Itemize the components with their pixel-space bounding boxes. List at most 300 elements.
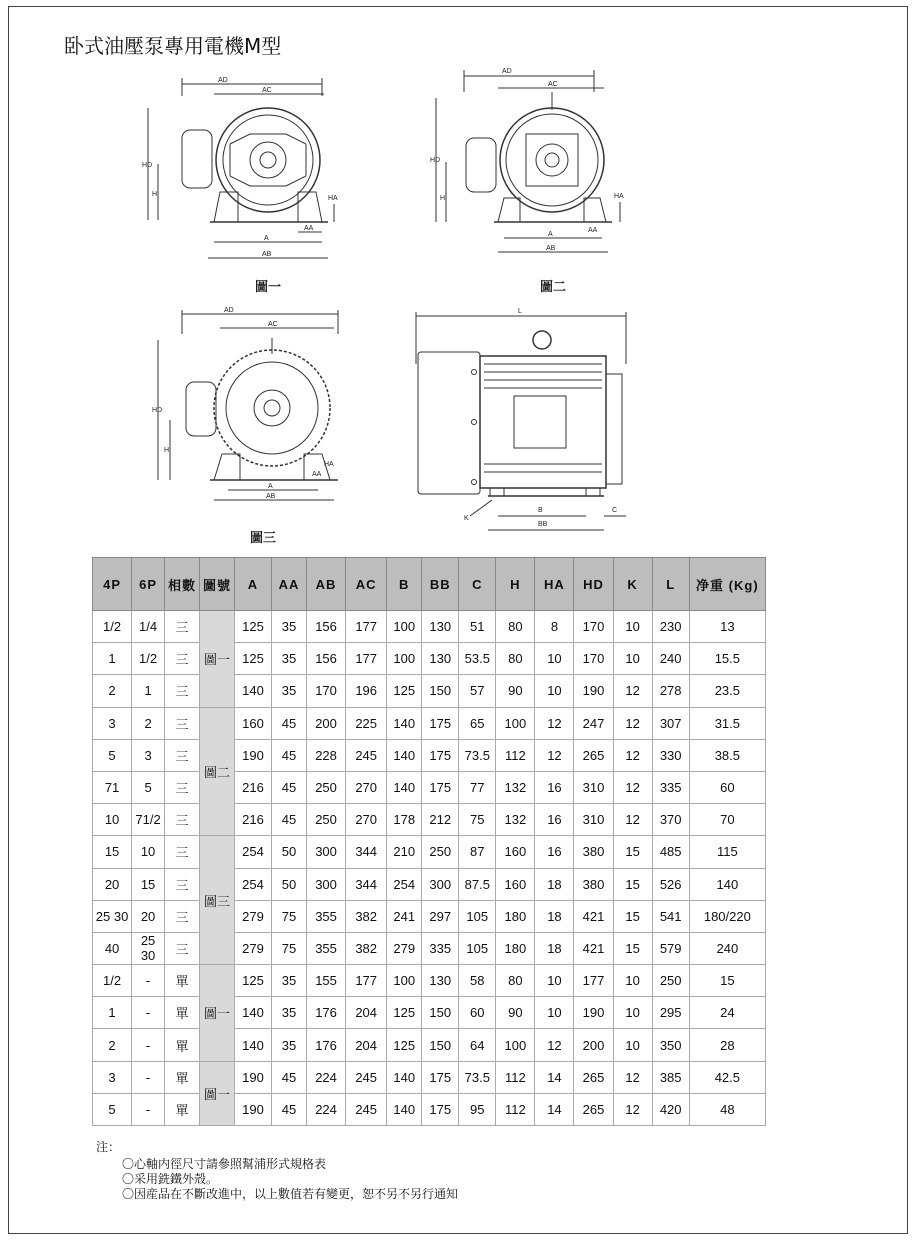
table-cell: 247 bbox=[574, 707, 613, 739]
table-cell: 175 bbox=[422, 1061, 459, 1093]
table-cell: 1 bbox=[132, 675, 165, 707]
table-cell: 140 bbox=[387, 1093, 422, 1125]
col-header: 相數 bbox=[165, 558, 200, 611]
table-cell: 5 bbox=[93, 1093, 132, 1125]
table-cell: 45 bbox=[272, 739, 307, 771]
table-cell: 178 bbox=[387, 804, 422, 836]
col-header: L bbox=[652, 558, 689, 611]
dim-label-h: H bbox=[152, 191, 158, 198]
dim-label-aa: AA bbox=[588, 227, 598, 234]
table-cell: 175 bbox=[422, 739, 459, 771]
table-header-row bbox=[93, 558, 766, 611]
table-cell: 35 bbox=[272, 675, 307, 707]
figure-2-drawing bbox=[428, 62, 628, 272]
table-cell: 75 bbox=[459, 804, 496, 836]
dim-label-bb: BB bbox=[538, 521, 548, 528]
table-row bbox=[93, 739, 766, 771]
table-body bbox=[93, 611, 766, 1126]
dim-label-l: L bbox=[518, 308, 522, 315]
table-cell: 156 bbox=[307, 611, 346, 643]
table-row bbox=[93, 836, 766, 868]
table-cell: 14 bbox=[535, 1061, 574, 1093]
figure-3-caption: 圖三 bbox=[250, 531, 277, 546]
dim-label-k: K bbox=[464, 515, 469, 522]
table-cell: 140 bbox=[234, 997, 271, 1029]
table-cell: 45 bbox=[272, 1061, 307, 1093]
table-cell: 300 bbox=[422, 868, 459, 900]
table-cell: 三 bbox=[165, 643, 200, 675]
table-cell: 125 bbox=[387, 675, 422, 707]
table-cell: 175 bbox=[422, 1093, 459, 1125]
table-cell: 單 bbox=[165, 965, 200, 997]
table-row bbox=[93, 675, 766, 707]
table-cell: 單 bbox=[165, 1061, 200, 1093]
table-cell: 150 bbox=[422, 997, 459, 1029]
dim-label-ha: HA bbox=[324, 461, 334, 468]
table-cell: 350 bbox=[652, 1029, 689, 1061]
table-cell: 421 bbox=[574, 932, 613, 964]
table-cell: 100 bbox=[387, 965, 422, 997]
table-cell: 12 bbox=[613, 675, 652, 707]
table-cell: 230 bbox=[652, 611, 689, 643]
notes bbox=[96, 1140, 458, 1202]
table-cell: 125 bbox=[387, 997, 422, 1029]
table-cell: 254 bbox=[387, 868, 422, 900]
table-cell: 12 bbox=[613, 707, 652, 739]
figure-ref-cell: 圖一 bbox=[200, 611, 235, 708]
table-cell: - bbox=[132, 997, 165, 1029]
table-cell: 10 bbox=[613, 1029, 652, 1061]
table-cell: 270 bbox=[346, 804, 387, 836]
figure-ref-cell: 圖一 bbox=[200, 965, 235, 1062]
table-cell: 87.5 bbox=[459, 868, 496, 900]
table-cell: 3 bbox=[93, 707, 132, 739]
dim-label-ha: HA bbox=[614, 193, 624, 200]
table-cell: 48 bbox=[689, 1093, 765, 1125]
table-cell: 35 bbox=[272, 611, 307, 643]
table-cell: 15 bbox=[613, 868, 652, 900]
table-cell: - bbox=[132, 1029, 165, 1061]
table-cell: 100 bbox=[496, 707, 535, 739]
dim-label-a: A bbox=[264, 235, 269, 242]
table-cell: 40 bbox=[93, 932, 132, 964]
table-cell: 53.5 bbox=[459, 643, 496, 675]
table-row bbox=[93, 804, 766, 836]
table-cell: 132 bbox=[496, 771, 535, 803]
table-cell: 485 bbox=[652, 836, 689, 868]
table-cell: 10 bbox=[132, 836, 165, 868]
table-cell: 1 bbox=[93, 643, 132, 675]
table-cell: 241 bbox=[387, 900, 422, 932]
table-cell: 15 bbox=[613, 836, 652, 868]
table-cell: 279 bbox=[234, 900, 271, 932]
table-cell: 1/2 bbox=[132, 643, 165, 675]
table-cell: 25 30 bbox=[132, 932, 165, 964]
table-cell: 65 bbox=[459, 707, 496, 739]
table-cell: 125 bbox=[234, 643, 271, 675]
dim-label-a: A bbox=[548, 231, 553, 238]
table-cell: 190 bbox=[234, 1061, 271, 1093]
figure-ref-cell: 圖一 bbox=[200, 1061, 235, 1125]
table-cell: 三 bbox=[165, 932, 200, 964]
table-cell: 140 bbox=[689, 868, 765, 900]
table-cell: 279 bbox=[387, 932, 422, 964]
dim-label-ab: AB bbox=[546, 245, 556, 252]
figure-3-drawing bbox=[148, 304, 348, 514]
table-cell: 300 bbox=[307, 836, 346, 868]
table-cell: 60 bbox=[689, 771, 765, 803]
table-cell: 1/2 bbox=[93, 965, 132, 997]
table-cell: 175 bbox=[422, 707, 459, 739]
table-cell: 2 bbox=[93, 675, 132, 707]
table-cell: 307 bbox=[652, 707, 689, 739]
table-cell: 三 bbox=[165, 836, 200, 868]
table-cell: 12 bbox=[613, 739, 652, 771]
col-header: C bbox=[459, 558, 496, 611]
table-cell: 156 bbox=[307, 643, 346, 675]
table-cell: 10 bbox=[613, 643, 652, 675]
table-cell: 140 bbox=[387, 739, 422, 771]
table-cell: 45 bbox=[272, 1093, 307, 1125]
table-cell: 5 bbox=[93, 739, 132, 771]
table-cell: 20 bbox=[132, 900, 165, 932]
table-cell: 240 bbox=[689, 932, 765, 964]
table-cell: 10 bbox=[535, 997, 574, 1029]
table-row bbox=[93, 707, 766, 739]
table-row bbox=[93, 900, 766, 932]
table-cell: 250 bbox=[307, 771, 346, 803]
table-cell: 80 bbox=[496, 643, 535, 675]
table-cell: 10 bbox=[613, 611, 652, 643]
table-cell: 382 bbox=[346, 932, 387, 964]
table-row bbox=[93, 1093, 766, 1125]
table-cell: 單 bbox=[165, 997, 200, 1029]
col-header: AB bbox=[307, 558, 346, 611]
table-cell: 190 bbox=[234, 1093, 271, 1125]
dim-label-ad: AD bbox=[218, 77, 228, 84]
dim-label-hd: HD bbox=[152, 407, 163, 414]
table-cell: 295 bbox=[652, 997, 689, 1029]
table-cell: 130 bbox=[422, 643, 459, 675]
table-cell: 95 bbox=[459, 1093, 496, 1125]
table-cell: 150 bbox=[422, 675, 459, 707]
table-cell: 12 bbox=[535, 739, 574, 771]
col-header: 圖號 bbox=[200, 558, 235, 611]
page-title: 卧式油壓泵專用電機M型 bbox=[64, 34, 282, 58]
table-cell: 58 bbox=[459, 965, 496, 997]
table-cell: 204 bbox=[346, 1029, 387, 1061]
figure-1-drawing bbox=[138, 72, 338, 272]
table-cell: 310 bbox=[574, 771, 613, 803]
col-header: H bbox=[496, 558, 535, 611]
dim-label-c: C bbox=[612, 507, 618, 514]
table-cell: 75 bbox=[272, 900, 307, 932]
table-cell: 355 bbox=[307, 900, 346, 932]
table-cell: - bbox=[132, 1093, 165, 1125]
table-cell: 132 bbox=[496, 804, 535, 836]
table-cell: 24 bbox=[689, 997, 765, 1029]
table-cell: 單 bbox=[165, 1093, 200, 1125]
col-header: 4P bbox=[93, 558, 132, 611]
col-header: AA bbox=[272, 558, 307, 611]
table-cell: 5 bbox=[132, 771, 165, 803]
table-cell: 112 bbox=[496, 1061, 535, 1093]
table-cell: 265 bbox=[574, 1061, 613, 1093]
dim-label-h: H bbox=[164, 447, 170, 454]
table-cell: 42.5 bbox=[689, 1061, 765, 1093]
table-cell: 330 bbox=[652, 739, 689, 771]
table-cell: 140 bbox=[387, 771, 422, 803]
table-cell: 344 bbox=[346, 836, 387, 868]
table-cell: 140 bbox=[387, 707, 422, 739]
table-row bbox=[93, 771, 766, 803]
table-cell: 297 bbox=[422, 900, 459, 932]
table-cell: 57 bbox=[459, 675, 496, 707]
dim-label-aa: AA bbox=[312, 471, 322, 478]
table-cell: 196 bbox=[346, 675, 387, 707]
table-cell: 單 bbox=[165, 1029, 200, 1061]
table-cell: 35 bbox=[272, 1029, 307, 1061]
table-cell: 18 bbox=[535, 868, 574, 900]
table-cell: 140 bbox=[234, 1029, 271, 1061]
table-cell: 180 bbox=[496, 932, 535, 964]
table-cell: 177 bbox=[346, 643, 387, 675]
table-cell: 380 bbox=[574, 868, 613, 900]
table-row bbox=[93, 1061, 766, 1093]
table-cell: 180 bbox=[496, 900, 535, 932]
table-cell: 245 bbox=[346, 1061, 387, 1093]
dim-label-b: B bbox=[538, 507, 543, 514]
table-cell: 35 bbox=[272, 965, 307, 997]
table-row bbox=[93, 1029, 766, 1061]
col-header: 6P bbox=[132, 558, 165, 611]
table-cell: 71 bbox=[93, 771, 132, 803]
table-cell: 75 bbox=[272, 932, 307, 964]
table-cell: 15 bbox=[613, 900, 652, 932]
table-cell: 100 bbox=[387, 643, 422, 675]
table-cell: 310 bbox=[574, 804, 613, 836]
table-row bbox=[93, 643, 766, 675]
table-row bbox=[93, 932, 766, 964]
table-cell: 15 bbox=[93, 836, 132, 868]
figure-ref-cell: 圖二 bbox=[200, 707, 235, 836]
dim-label-ac: AC bbox=[268, 321, 278, 328]
table-cell: 77 bbox=[459, 771, 496, 803]
table-row bbox=[93, 997, 766, 1029]
table-cell: 2 bbox=[132, 707, 165, 739]
col-header: K bbox=[613, 558, 652, 611]
dim-label-a: A bbox=[268, 483, 273, 490]
dim-label-hd: HD bbox=[142, 162, 153, 169]
table-cell: 45 bbox=[272, 804, 307, 836]
table-cell: 三 bbox=[165, 707, 200, 739]
side-view-drawing bbox=[408, 304, 638, 544]
col-header: HD bbox=[574, 558, 613, 611]
table-cell: 150 bbox=[422, 1029, 459, 1061]
table-cell: 204 bbox=[346, 997, 387, 1029]
table-cell: 10 bbox=[535, 643, 574, 675]
table-cell: 200 bbox=[574, 1029, 613, 1061]
table-cell: 10 bbox=[93, 804, 132, 836]
table-cell: 73.5 bbox=[459, 1061, 496, 1093]
dim-label-ha: HA bbox=[328, 195, 338, 202]
table-cell: 28 bbox=[689, 1029, 765, 1061]
table-row bbox=[93, 868, 766, 900]
table-cell: 278 bbox=[652, 675, 689, 707]
dim-label-hd: HD bbox=[430, 157, 441, 164]
table-cell: 254 bbox=[234, 836, 271, 868]
table-cell: 16 bbox=[535, 836, 574, 868]
table-cell: 三 bbox=[165, 804, 200, 836]
table-cell: 112 bbox=[496, 1093, 535, 1125]
table-cell: 10 bbox=[613, 965, 652, 997]
table-cell: 18 bbox=[535, 932, 574, 964]
dim-label-ab: AB bbox=[262, 251, 272, 258]
table-cell: 370 bbox=[652, 804, 689, 836]
table-cell: 31.5 bbox=[689, 707, 765, 739]
col-header: B bbox=[387, 558, 422, 611]
dim-label-ad: AD bbox=[502, 68, 512, 75]
table-cell: 579 bbox=[652, 932, 689, 964]
note-item: 〇采用銑鐵外殼。 bbox=[122, 1172, 219, 1186]
table-cell: 13 bbox=[689, 611, 765, 643]
table-cell: 335 bbox=[422, 932, 459, 964]
table-cell: 15.5 bbox=[689, 643, 765, 675]
table-cell: 80 bbox=[496, 965, 535, 997]
table-cell: 177 bbox=[574, 965, 613, 997]
table-cell: 10 bbox=[535, 965, 574, 997]
table-cell: 2 bbox=[93, 1029, 132, 1061]
table-cell: 105 bbox=[459, 900, 496, 932]
table-cell: 155 bbox=[307, 965, 346, 997]
table-cell: 60 bbox=[459, 997, 496, 1029]
table-cell: 254 bbox=[234, 868, 271, 900]
table-cell: 100 bbox=[387, 611, 422, 643]
dim-label-ac: AC bbox=[262, 87, 272, 94]
table-cell: 421 bbox=[574, 900, 613, 932]
table-cell: 526 bbox=[652, 868, 689, 900]
figure-2-caption: 圖二 bbox=[540, 280, 567, 295]
table-cell: 420 bbox=[652, 1093, 689, 1125]
table-cell: 105 bbox=[459, 932, 496, 964]
table-cell: 18 bbox=[535, 900, 574, 932]
table-cell: 12 bbox=[613, 804, 652, 836]
table-cell: 160 bbox=[496, 868, 535, 900]
note-item: 〇因産品在不斷改進中，以上數值若有變更，恕不另不另行通知 bbox=[122, 1187, 459, 1201]
table-cell: 80 bbox=[496, 611, 535, 643]
table-cell: 245 bbox=[346, 1093, 387, 1125]
table-cell: 190 bbox=[234, 739, 271, 771]
col-header: HA bbox=[535, 558, 574, 611]
table-cell: 175 bbox=[422, 771, 459, 803]
table-cell: 90 bbox=[496, 997, 535, 1029]
table-cell: 15 bbox=[689, 965, 765, 997]
table-cell: 10 bbox=[535, 675, 574, 707]
table-cell: 170 bbox=[574, 643, 613, 675]
table-cell: 224 bbox=[307, 1093, 346, 1125]
table-cell: 130 bbox=[422, 965, 459, 997]
table-cell: 45 bbox=[272, 707, 307, 739]
table-cell: 270 bbox=[346, 771, 387, 803]
table-cell: 216 bbox=[234, 771, 271, 803]
table-cell: 三 bbox=[165, 868, 200, 900]
table-cell: 177 bbox=[346, 611, 387, 643]
dim-label-h: H bbox=[440, 195, 446, 202]
table-cell: 15 bbox=[613, 932, 652, 964]
table-cell: 170 bbox=[307, 675, 346, 707]
table-cell: 38.5 bbox=[689, 739, 765, 771]
table-cell: 8 bbox=[535, 611, 574, 643]
table-cell: 10 bbox=[613, 997, 652, 1029]
dim-label-ab: AB bbox=[266, 493, 276, 500]
table-cell: 190 bbox=[574, 997, 613, 1029]
table-cell: 51 bbox=[459, 611, 496, 643]
table-cell: 245 bbox=[346, 739, 387, 771]
table-cell: 212 bbox=[422, 804, 459, 836]
table-cell: 35 bbox=[272, 997, 307, 1029]
col-header: A bbox=[234, 558, 271, 611]
table-cell: 160 bbox=[234, 707, 271, 739]
table-cell: 125 bbox=[234, 611, 271, 643]
table-cell: 12 bbox=[535, 707, 574, 739]
table-cell: 224 bbox=[307, 1061, 346, 1093]
table-cell: 三 bbox=[165, 900, 200, 932]
table-cell: 279 bbox=[234, 932, 271, 964]
table-cell: 180/220 bbox=[689, 900, 765, 932]
table-cell: 335 bbox=[652, 771, 689, 803]
table-cell: 100 bbox=[496, 1029, 535, 1061]
table-cell: 87 bbox=[459, 836, 496, 868]
table-row bbox=[93, 965, 766, 997]
table-cell: 125 bbox=[234, 965, 271, 997]
table-cell: 382 bbox=[346, 900, 387, 932]
figure-1-caption: 圖一 bbox=[255, 280, 282, 295]
table-cell: 115 bbox=[689, 836, 765, 868]
table-cell: 23.5 bbox=[689, 675, 765, 707]
table-cell: 三 bbox=[165, 675, 200, 707]
table-cell: 130 bbox=[422, 611, 459, 643]
table-cell: - bbox=[132, 1061, 165, 1093]
table-cell: 355 bbox=[307, 932, 346, 964]
col-header: 净重 (Kg) bbox=[689, 558, 765, 611]
table-cell: 50 bbox=[272, 836, 307, 868]
table-cell: 228 bbox=[307, 739, 346, 771]
table-cell: 176 bbox=[307, 1029, 346, 1061]
table-cell: 12 bbox=[613, 1093, 652, 1125]
table-cell: 20 bbox=[93, 868, 132, 900]
table-cell: 45 bbox=[272, 771, 307, 803]
table-cell: 240 bbox=[652, 643, 689, 675]
table-cell: 71/2 bbox=[132, 804, 165, 836]
figure-ref-cell: 圖三 bbox=[200, 836, 235, 965]
table-cell: 177 bbox=[346, 965, 387, 997]
col-header: AC bbox=[346, 558, 387, 611]
table-cell: 三 bbox=[165, 771, 200, 803]
table-cell: 265 bbox=[574, 739, 613, 771]
table-cell: 3 bbox=[132, 739, 165, 771]
table-cell: 250 bbox=[422, 836, 459, 868]
table-cell: 1/2 bbox=[93, 611, 132, 643]
table-cell: 90 bbox=[496, 675, 535, 707]
table-cell: 140 bbox=[387, 1061, 422, 1093]
table-cell: 541 bbox=[652, 900, 689, 932]
table-cell: 140 bbox=[234, 675, 271, 707]
table-cell: 125 bbox=[387, 1029, 422, 1061]
table-row bbox=[93, 611, 766, 643]
table-cell: 16 bbox=[535, 771, 574, 803]
table-cell: 200 bbox=[307, 707, 346, 739]
table-cell: 16 bbox=[535, 804, 574, 836]
